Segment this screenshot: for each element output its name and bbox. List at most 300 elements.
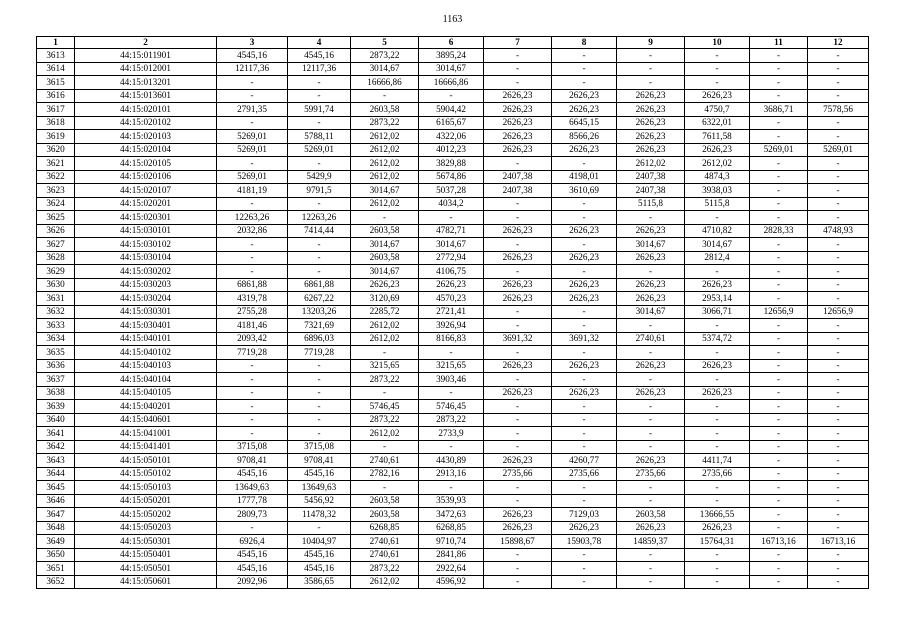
table-row	[37, 413, 869, 427]
table-cell: 5269,01	[217, 143, 288, 157]
table-cell: -	[750, 265, 808, 279]
table-cell: -	[808, 467, 869, 481]
table-cell: 3686,71	[750, 103, 808, 117]
table-cell: 9710,74	[419, 535, 484, 549]
table-cell: 13649,63	[217, 481, 288, 495]
column-header: 3	[217, 37, 288, 49]
table-cell: -	[552, 548, 617, 562]
table-cell: 2626,23	[617, 130, 685, 144]
table-cell: -	[217, 89, 288, 103]
table-row	[37, 373, 869, 387]
table-cell: -	[685, 400, 750, 414]
table-cell: -	[552, 319, 617, 333]
table-cell: 3014,67	[419, 238, 484, 252]
table-row	[37, 521, 869, 535]
table-cell: -	[484, 346, 552, 360]
table-cell: 2626,23	[552, 386, 617, 400]
table-cell: -	[750, 238, 808, 252]
table-cell: -	[217, 265, 288, 279]
table-cell: -	[484, 575, 552, 589]
table-cell: 3634	[37, 332, 75, 346]
table-cell: -	[808, 211, 869, 225]
table-cell: -	[750, 562, 808, 576]
table-cell: 2626,23	[617, 386, 685, 400]
table-cell: -	[419, 346, 484, 360]
table-cell: 3586,65	[288, 575, 351, 589]
table-cell: -	[685, 62, 750, 76]
table-cell: 5746,45	[419, 400, 484, 414]
table-cell: 2612,02	[351, 130, 419, 144]
table-cell: 3640	[37, 413, 75, 427]
table-cell: 4874,3	[685, 170, 750, 184]
table-cell: 5991,74	[288, 103, 351, 117]
table-cell: -	[484, 197, 552, 211]
table-cell: -	[808, 400, 869, 414]
table-cell: 44:15:030104	[75, 251, 217, 265]
table-row	[37, 238, 869, 252]
table-cell: 1777,78	[217, 494, 288, 508]
table-cell: 5746,45	[351, 400, 419, 414]
table-cell: -	[617, 562, 685, 576]
table-cell: 2626,23	[484, 359, 552, 373]
table-cell: 4748,93	[808, 224, 869, 238]
table-cell: 9708,41	[217, 454, 288, 468]
table-cell: -	[808, 319, 869, 333]
table-cell: 2626,23	[685, 386, 750, 400]
table-cell: 3633	[37, 319, 75, 333]
table-cell: -	[750, 440, 808, 454]
table-cell: 4012,23	[419, 143, 484, 157]
table-cell: -	[217, 413, 288, 427]
table-cell: 15898,67	[484, 535, 552, 549]
table-cell: -	[685, 49, 750, 63]
table-cell: -	[288, 238, 351, 252]
table-cell: 2735,66	[617, 467, 685, 481]
table-cell: -	[288, 197, 351, 211]
table-cell: 12263,26	[217, 211, 288, 225]
table-cell: 3632	[37, 305, 75, 319]
table-cell: -	[750, 359, 808, 373]
table-cell: 16666,86	[419, 76, 484, 90]
table-cell: -	[750, 332, 808, 346]
table-row	[37, 332, 869, 346]
table-cell: 16666,86	[351, 76, 419, 90]
table-cell: -	[484, 427, 552, 441]
table-cell: 2626,23	[484, 251, 552, 265]
table-cell: 44:15:040104	[75, 373, 217, 387]
table-cell: 4545,16	[217, 467, 288, 481]
table-cell: 6896,03	[288, 332, 351, 346]
table-cell: -	[808, 251, 869, 265]
table-cell: -	[617, 373, 685, 387]
table-cell: 44:15:040105	[75, 386, 217, 400]
table-cell: -	[552, 62, 617, 76]
table-row	[37, 184, 869, 198]
table-cell: 3014,67	[351, 238, 419, 252]
table-cell: 3627	[37, 238, 75, 252]
table-cell: 3215,65	[351, 359, 419, 373]
table-row	[37, 157, 869, 171]
table-cell: -	[808, 427, 869, 441]
table-cell: 2612,02	[351, 319, 419, 333]
table-cell: -	[288, 265, 351, 279]
table-cell: 3715,08	[217, 440, 288, 454]
table-cell: -	[808, 386, 869, 400]
table-cell: 44:15:030202	[75, 265, 217, 279]
table-cell: 2612,02	[617, 157, 685, 171]
table-cell: 4319,78	[217, 292, 288, 306]
table-cell: -	[685, 211, 750, 225]
table-cell: 3649	[37, 535, 75, 549]
table-cell: -	[750, 170, 808, 184]
table-cell: 9708,41	[288, 454, 351, 468]
table-row	[37, 346, 869, 360]
table-cell: 3619	[37, 130, 75, 144]
table-cell: 3014,67	[617, 305, 685, 319]
table-row	[37, 49, 869, 63]
table-cell: 44:15:030204	[75, 292, 217, 306]
table-cell: -	[808, 278, 869, 292]
table-cell: -	[750, 89, 808, 103]
table-cell: 2812,4	[685, 251, 750, 265]
table-cell: -	[808, 454, 869, 468]
table-cell: -	[552, 238, 617, 252]
table-cell: -	[617, 76, 685, 90]
table-cell: -	[750, 292, 808, 306]
table-cell: 44:15:050401	[75, 548, 217, 562]
table-cell: 4545,16	[288, 49, 351, 63]
table-cell: 2626,23	[617, 89, 685, 103]
table-cell: 2603,58	[351, 508, 419, 522]
table-row	[37, 508, 869, 522]
table-cell: 2841,86	[419, 548, 484, 562]
table-cell: -	[750, 197, 808, 211]
table-cell: 2626,23	[351, 278, 419, 292]
table-cell: -	[484, 319, 552, 333]
table-row	[37, 265, 869, 279]
table-cell: -	[685, 373, 750, 387]
table-row	[37, 575, 869, 589]
table-cell: -	[808, 494, 869, 508]
table-row	[37, 76, 869, 90]
table-cell: 44:15:013201	[75, 76, 217, 90]
table-cell: 9791,5	[288, 184, 351, 198]
column-header: 4	[288, 37, 351, 49]
table-cell: 44:15:050202	[75, 508, 217, 522]
table-cell: -	[484, 49, 552, 63]
table-cell: 2626,23	[484, 278, 552, 292]
table-cell: 44:15:030203	[75, 278, 217, 292]
table-cell: 2626,23	[617, 454, 685, 468]
table-cell: 3120,69	[351, 292, 419, 306]
table-cell: -	[617, 440, 685, 454]
table-cell: 2735,66	[685, 467, 750, 481]
table-cell: 2612,02	[351, 170, 419, 184]
table-cell: 2873,22	[351, 373, 419, 387]
table-cell: 3014,67	[685, 238, 750, 252]
table-cell: -	[484, 238, 552, 252]
table-cell: 2603,58	[617, 508, 685, 522]
table-cell: 7414,44	[288, 224, 351, 238]
column-header: 2	[75, 37, 217, 49]
table-cell: 44:15:011901	[75, 49, 217, 63]
table-cell: -	[685, 413, 750, 427]
table-cell: -	[552, 427, 617, 441]
table-cell: 4181,19	[217, 184, 288, 198]
table-cell: -	[217, 76, 288, 90]
table-cell: 5374,72	[685, 332, 750, 346]
table-cell: 2809,73	[217, 508, 288, 522]
table-row	[37, 292, 869, 306]
table-cell: 4106,75	[419, 265, 484, 279]
table-cell: 2626,23	[685, 278, 750, 292]
table-cell: 3903,46	[419, 373, 484, 387]
table-cell: 3539,93	[419, 494, 484, 508]
table-cell: 2626,23	[552, 143, 617, 157]
table-cell: 2626,23	[617, 292, 685, 306]
table-row	[37, 197, 869, 211]
table-cell: 2626,23	[484, 454, 552, 468]
table-cell: -	[552, 481, 617, 495]
table-cell: 2626,23	[484, 521, 552, 535]
table-cell: -	[552, 440, 617, 454]
table-cell: -	[484, 481, 552, 495]
table-cell: -	[750, 494, 808, 508]
table-cell: -	[484, 562, 552, 576]
table-cell: 2626,23	[617, 521, 685, 535]
table-cell: 2755,28	[217, 305, 288, 319]
table-cell: 2626,23	[484, 103, 552, 117]
table-cell: -	[419, 440, 484, 454]
table-cell: 2626,23	[484, 130, 552, 144]
table-cell: -	[750, 467, 808, 481]
table-row	[37, 224, 869, 238]
table-cell: 4750,7	[685, 103, 750, 117]
table-cell: -	[552, 413, 617, 427]
table-cell: 2740,61	[351, 548, 419, 562]
table-cell: 14859,37	[617, 535, 685, 549]
table-row	[37, 386, 869, 400]
table-cell: 44:15:040103	[75, 359, 217, 373]
table-cell: 44:15:050203	[75, 521, 217, 535]
table-cell: 5904,42	[419, 103, 484, 117]
table-cell: 4570,23	[419, 292, 484, 306]
table-cell: 44:15:050601	[75, 575, 217, 589]
table-cell: 2407,38	[484, 170, 552, 184]
table-cell: 44:15:050501	[75, 562, 217, 576]
table-cell: -	[351, 386, 419, 400]
table-cell: -	[484, 211, 552, 225]
table-cell: -	[750, 319, 808, 333]
table-cell: -	[685, 575, 750, 589]
table-cell: 2603,58	[351, 494, 419, 508]
table-cell: -	[808, 521, 869, 535]
table-cell: 7719,28	[217, 346, 288, 360]
table-cell: -	[808, 373, 869, 387]
table-cell: 2626,23	[552, 224, 617, 238]
table-row	[37, 400, 869, 414]
table-cell: -	[750, 575, 808, 589]
table-cell: 2626,23	[552, 251, 617, 265]
table-cell: 2626,23	[685, 359, 750, 373]
table-cell: 4545,16	[217, 548, 288, 562]
table-cell: 12656,9	[750, 305, 808, 319]
table-cell: -	[484, 413, 552, 427]
table-cell: 44:15:050301	[75, 535, 217, 549]
table-cell: 3014,67	[419, 62, 484, 76]
table-cell: -	[288, 157, 351, 171]
table-cell: -	[617, 62, 685, 76]
table-cell: 2922,64	[419, 562, 484, 576]
table-cell: 44:15:020105	[75, 157, 217, 171]
table-cell: 7719,28	[288, 346, 351, 360]
table-cell: 3642	[37, 440, 75, 454]
table-cell: 5269,01	[750, 143, 808, 157]
table-cell: -	[808, 76, 869, 90]
table-cell: 3691,32	[552, 332, 617, 346]
table-row	[37, 359, 869, 373]
table-cell: 2032,86	[217, 224, 288, 238]
table-cell: 4545,16	[217, 49, 288, 63]
table-cell: -	[750, 454, 808, 468]
table-cell: 3628	[37, 251, 75, 265]
column-header: 11	[750, 37, 808, 49]
table-cell: 11478,32	[288, 508, 351, 522]
table-cell: 2626,23	[419, 278, 484, 292]
table-row	[37, 535, 869, 549]
column-header: 7	[484, 37, 552, 49]
table-cell: -	[808, 49, 869, 63]
table-cell: 2626,23	[484, 508, 552, 522]
table-cell: 2407,38	[617, 170, 685, 184]
table-cell: -	[808, 89, 869, 103]
table-cell: 15764,31	[685, 535, 750, 549]
table-cell: 2740,61	[617, 332, 685, 346]
table-cell: -	[617, 548, 685, 562]
table-row	[37, 143, 869, 157]
column-header: 1	[37, 37, 75, 49]
table-cell: 3652	[37, 575, 75, 589]
table-cell: -	[484, 76, 552, 90]
table-cell: 44:15:030401	[75, 319, 217, 333]
table-cell: -	[685, 481, 750, 495]
table-cell: 6861,88	[288, 278, 351, 292]
table-row	[37, 116, 869, 130]
table-cell: 5115,8	[685, 197, 750, 211]
table-cell: -	[808, 359, 869, 373]
table-cell: 3631	[37, 292, 75, 306]
table-cell: 6165,67	[419, 116, 484, 130]
table-cell: -	[217, 359, 288, 373]
table-row	[37, 211, 869, 225]
table-cell: -	[685, 494, 750, 508]
table-cell: 44:15:040201	[75, 400, 217, 414]
table-cell: -	[750, 521, 808, 535]
data-table	[36, 36, 869, 589]
table-cell: -	[552, 197, 617, 211]
column-header: 9	[617, 37, 685, 49]
table-cell: 44:15:041001	[75, 427, 217, 441]
table-cell: -	[808, 575, 869, 589]
table-cell: -	[288, 89, 351, 103]
table-cell: -	[288, 116, 351, 130]
table-row	[37, 548, 869, 562]
table-cell: 3629	[37, 265, 75, 279]
table-cell: -	[808, 130, 869, 144]
table-cell: -	[750, 508, 808, 522]
table-cell: 3066,71	[685, 305, 750, 319]
table-cell: 44:15:020103	[75, 130, 217, 144]
column-header: 8	[552, 37, 617, 49]
table-cell: -	[750, 346, 808, 360]
table-cell: 7611,58	[685, 130, 750, 144]
table-cell: -	[750, 400, 808, 414]
table-cell: 2612,02	[351, 427, 419, 441]
table-cell: 4411,74	[685, 454, 750, 468]
table-cell: 12263,26	[288, 211, 351, 225]
table-cell: -	[552, 305, 617, 319]
table-cell: 3645	[37, 481, 75, 495]
table-cell: 3691,32	[484, 332, 552, 346]
table-cell: 44:15:012001	[75, 62, 217, 76]
table-cell: -	[750, 49, 808, 63]
table-cell: 2612,02	[351, 332, 419, 346]
table-cell: 6645,15	[552, 116, 617, 130]
table-cell: 44:15:030101	[75, 224, 217, 238]
table-cell: -	[685, 427, 750, 441]
table-cell: 3626	[37, 224, 75, 238]
table-cell: -	[685, 265, 750, 279]
table-cell: 2285,72	[351, 305, 419, 319]
table-cell: 3647	[37, 508, 75, 522]
table-cell: 3624	[37, 197, 75, 211]
table-cell: 8566,26	[552, 130, 617, 144]
table-cell: -	[808, 562, 869, 576]
table-cell: 2626,23	[685, 143, 750, 157]
table-cell: 44:15:040101	[75, 332, 217, 346]
table-cell: -	[808, 238, 869, 252]
table-cell: 3622	[37, 170, 75, 184]
table-cell: -	[552, 400, 617, 414]
table-cell: 44:15:030301	[75, 305, 217, 319]
table-cell: 3636	[37, 359, 75, 373]
table-row	[37, 494, 869, 508]
table-cell: -	[484, 440, 552, 454]
table-cell: -	[484, 494, 552, 508]
table-cell: 2603,58	[351, 103, 419, 117]
table-cell: 44:15:050103	[75, 481, 217, 495]
table-cell: 44:15:013601	[75, 89, 217, 103]
table-cell: 2626,23	[484, 292, 552, 306]
table-cell: 4322,06	[419, 130, 484, 144]
table-cell: -	[808, 440, 869, 454]
table-cell: 5269,01	[808, 143, 869, 157]
table-cell: 4181,46	[217, 319, 288, 333]
table-cell: -	[617, 49, 685, 63]
table-cell: 12117,36	[288, 62, 351, 76]
table-cell: -	[808, 508, 869, 522]
table-cell: 44:15:040601	[75, 413, 217, 427]
table-cell: -	[617, 319, 685, 333]
table-row	[37, 305, 869, 319]
table-cell: 2735,66	[552, 467, 617, 481]
table-cell: -	[750, 373, 808, 387]
table-cell: -	[750, 157, 808, 171]
table-cell: 2626,23	[484, 143, 552, 157]
table-cell: -	[217, 521, 288, 535]
table-cell: 44:15:020201	[75, 197, 217, 211]
table-cell: 13666,55	[685, 508, 750, 522]
